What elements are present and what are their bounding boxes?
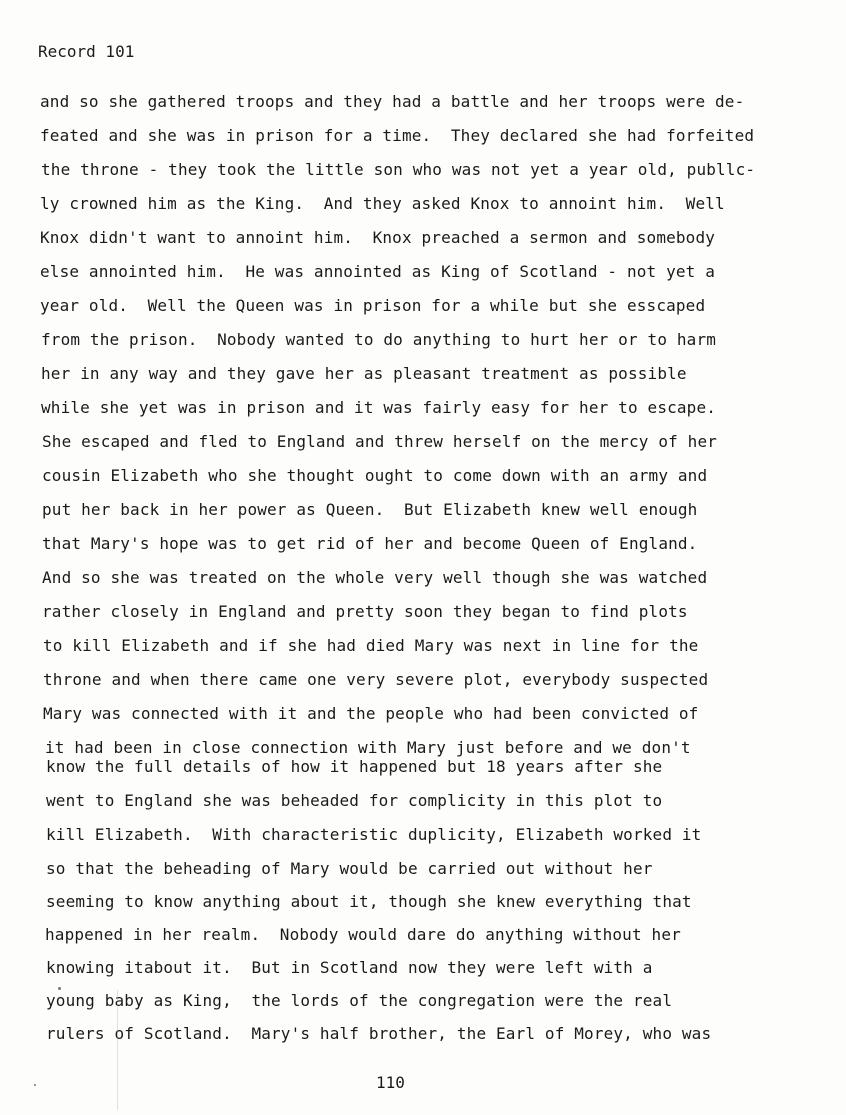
- text-line: put her back in her power as Queen. But Elizabeth knew well enough: [42, 500, 698, 519]
- margin-rule: [117, 990, 118, 1110]
- text-line: else annointed him. He was annointed as King of Scotland - not yet a: [40, 262, 716, 281]
- text-line: while she yet was in prison and it was fairly easy for her to escape.: [41, 398, 717, 417]
- text-line: happened in her realm. Nobody would dare do anything without her: [45, 925, 681, 944]
- scan-speck: [58, 987, 61, 990]
- text-line: feated and she was in prison for a time. They declared she had forfeited: [40, 126, 755, 145]
- text-line: the throne - they took the little son who was not yet a year old, publlc-: [41, 160, 756, 179]
- text-line: throne and when there came one very severe plot, everybody suspected: [43, 670, 709, 689]
- text-line: cousin Elizabeth who she thought ought to come down with an army and: [42, 466, 708, 485]
- text-line: young baby as King, the lords of the congregation were the real: [46, 991, 673, 1010]
- text-line: her in any way and they gave her as pleasant treatment as possible: [41, 364, 687, 383]
- text-line: She escaped and fled to England and threw herself on the mercy of her: [42, 432, 718, 451]
- text-line: And so she was treated on the whole very well though she was watched: [42, 568, 708, 587]
- text-line: ly crowned him as the King. And they asked Knox to annoint him. Well: [40, 194, 725, 213]
- text-line: rather closely in England and pretty soon they began to find plots: [42, 602, 688, 621]
- page-number: 110: [376, 1073, 405, 1092]
- text-line: know the full details of how it happened but 18 years after she: [46, 757, 663, 776]
- text-line: from the prison. Nobody wanted to do anything to hurt her or to harm: [41, 330, 717, 349]
- text-line: year old. Well the Queen was in prison for a while but she esscaped: [40, 296, 706, 315]
- text-line: so that the beheading of Mary would be carried out without her: [46, 859, 653, 878]
- text-line: to kill Elizabeth and if she had died Mary was next in line for the: [43, 636, 699, 655]
- text-line: and so she gathered troops and they had a battle and her troops were de-: [40, 92, 745, 111]
- text-line: it had been in close connection with Mary just before and we don't: [45, 738, 691, 757]
- scan-speck: [34, 1084, 36, 1086]
- text-line: rulers of Scotland. Mary's half brother, the Earl of Morey, who was: [46, 1024, 712, 1043]
- text-line: Mary was connected with it and the people who had been convicted of: [43, 704, 699, 723]
- record-header: Record 101: [38, 42, 135, 61]
- text-line: Knox didn't want to annoint him. Knox preached a sermon and somebody: [40, 228, 716, 247]
- text-line: seeming to know anything about it, though she knew everything that: [46, 892, 692, 911]
- text-line: kill Elizabeth. With characteristic duplicity, Elizabeth worked it: [46, 825, 702, 844]
- text-line: went to England she was beheaded for complicity in this plot to: [46, 791, 663, 810]
- text-line: that Mary's hope was to get rid of her and become Queen of England.: [42, 534, 698, 553]
- text-line: knowing itabout it. But in Scotland now they were left with a: [46, 958, 653, 977]
